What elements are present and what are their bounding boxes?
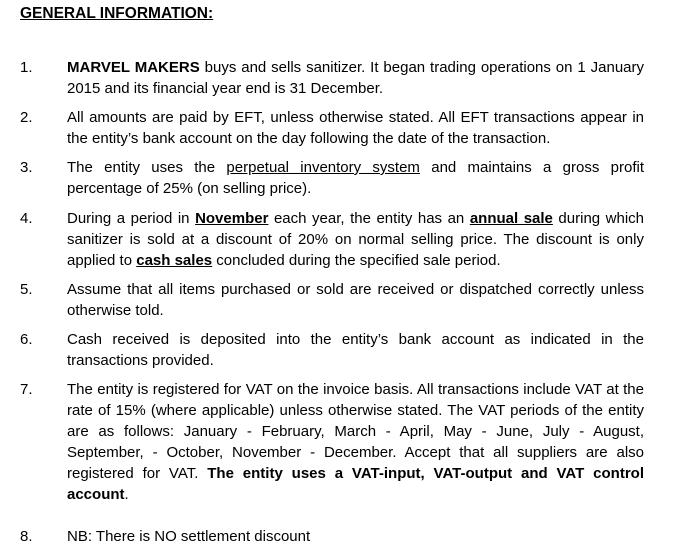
item-text: During a period in November each year, the entity has an annual sale during which sanitizer is sold at a discount of 20% on normal selling price. The discount is only applied to cash sales concluded during the specified sale period.: [67, 210, 645, 269]
item-text: NB: There is NO settlement discount: [67, 528, 311, 545]
emphasized-term: cash sales: [136, 252, 213, 269]
item-text: Assume that all items purchased or sold are received or dispatched correctly unless otherwise told.: [67, 281, 644, 319]
section-heading: GENERAL INFORMATION:: [20, 5, 214, 22]
item-number: 7.: [20, 381, 33, 398]
underlined-term: perpetual inventory system: [226, 159, 420, 176]
item-number: 5.: [20, 281, 33, 298]
item-number: 6.: [20, 331, 33, 348]
company-name: MARVEL MAKERS: [67, 59, 200, 76]
item-text: The entity is registered for VAT on the invoice basis. All transactions include VAT at the rate of 15% (where applicable) unless otherwise stated. The VAT periods of the entity are as follows: January - February, March - April, May - June, July - August, September, - October, November - December. Accept that all suppliers are also registered for VAT. The entity uses a VAT-input, VAT-output and VAT control account.: [67, 381, 645, 503]
item-number: 4.: [20, 210, 33, 227]
item-number: 3.: [20, 159, 33, 176]
emphasized-term: November: [195, 210, 269, 227]
item-number: 2.: [20, 109, 33, 126]
item-number: 8.: [20, 528, 33, 545]
item-text: All amounts are paid by EFT, unless otherwise stated. All EFT transactions appear in the entity’s bank account on the day following the date of the transaction.: [67, 109, 644, 147]
item-text: MARVEL MAKERS buys and sells sanitizer. It began trading operations on 1 January 2015 and its financial year end is 31 December.: [67, 59, 645, 97]
item-text: Cash received is deposited into the entity’s bank account as indicated in the transactions provided.: [67, 331, 644, 369]
item-number: 1.: [20, 59, 33, 76]
emphasized-term: The entity uses a VAT-input, VAT-output and VAT control account: [67, 465, 645, 503]
item-text: The entity uses the perpetual inventory system and maintains a gross profit percentage of 25% (on selling price).: [67, 159, 644, 197]
emphasized-term: annual sale: [469, 210, 553, 227]
